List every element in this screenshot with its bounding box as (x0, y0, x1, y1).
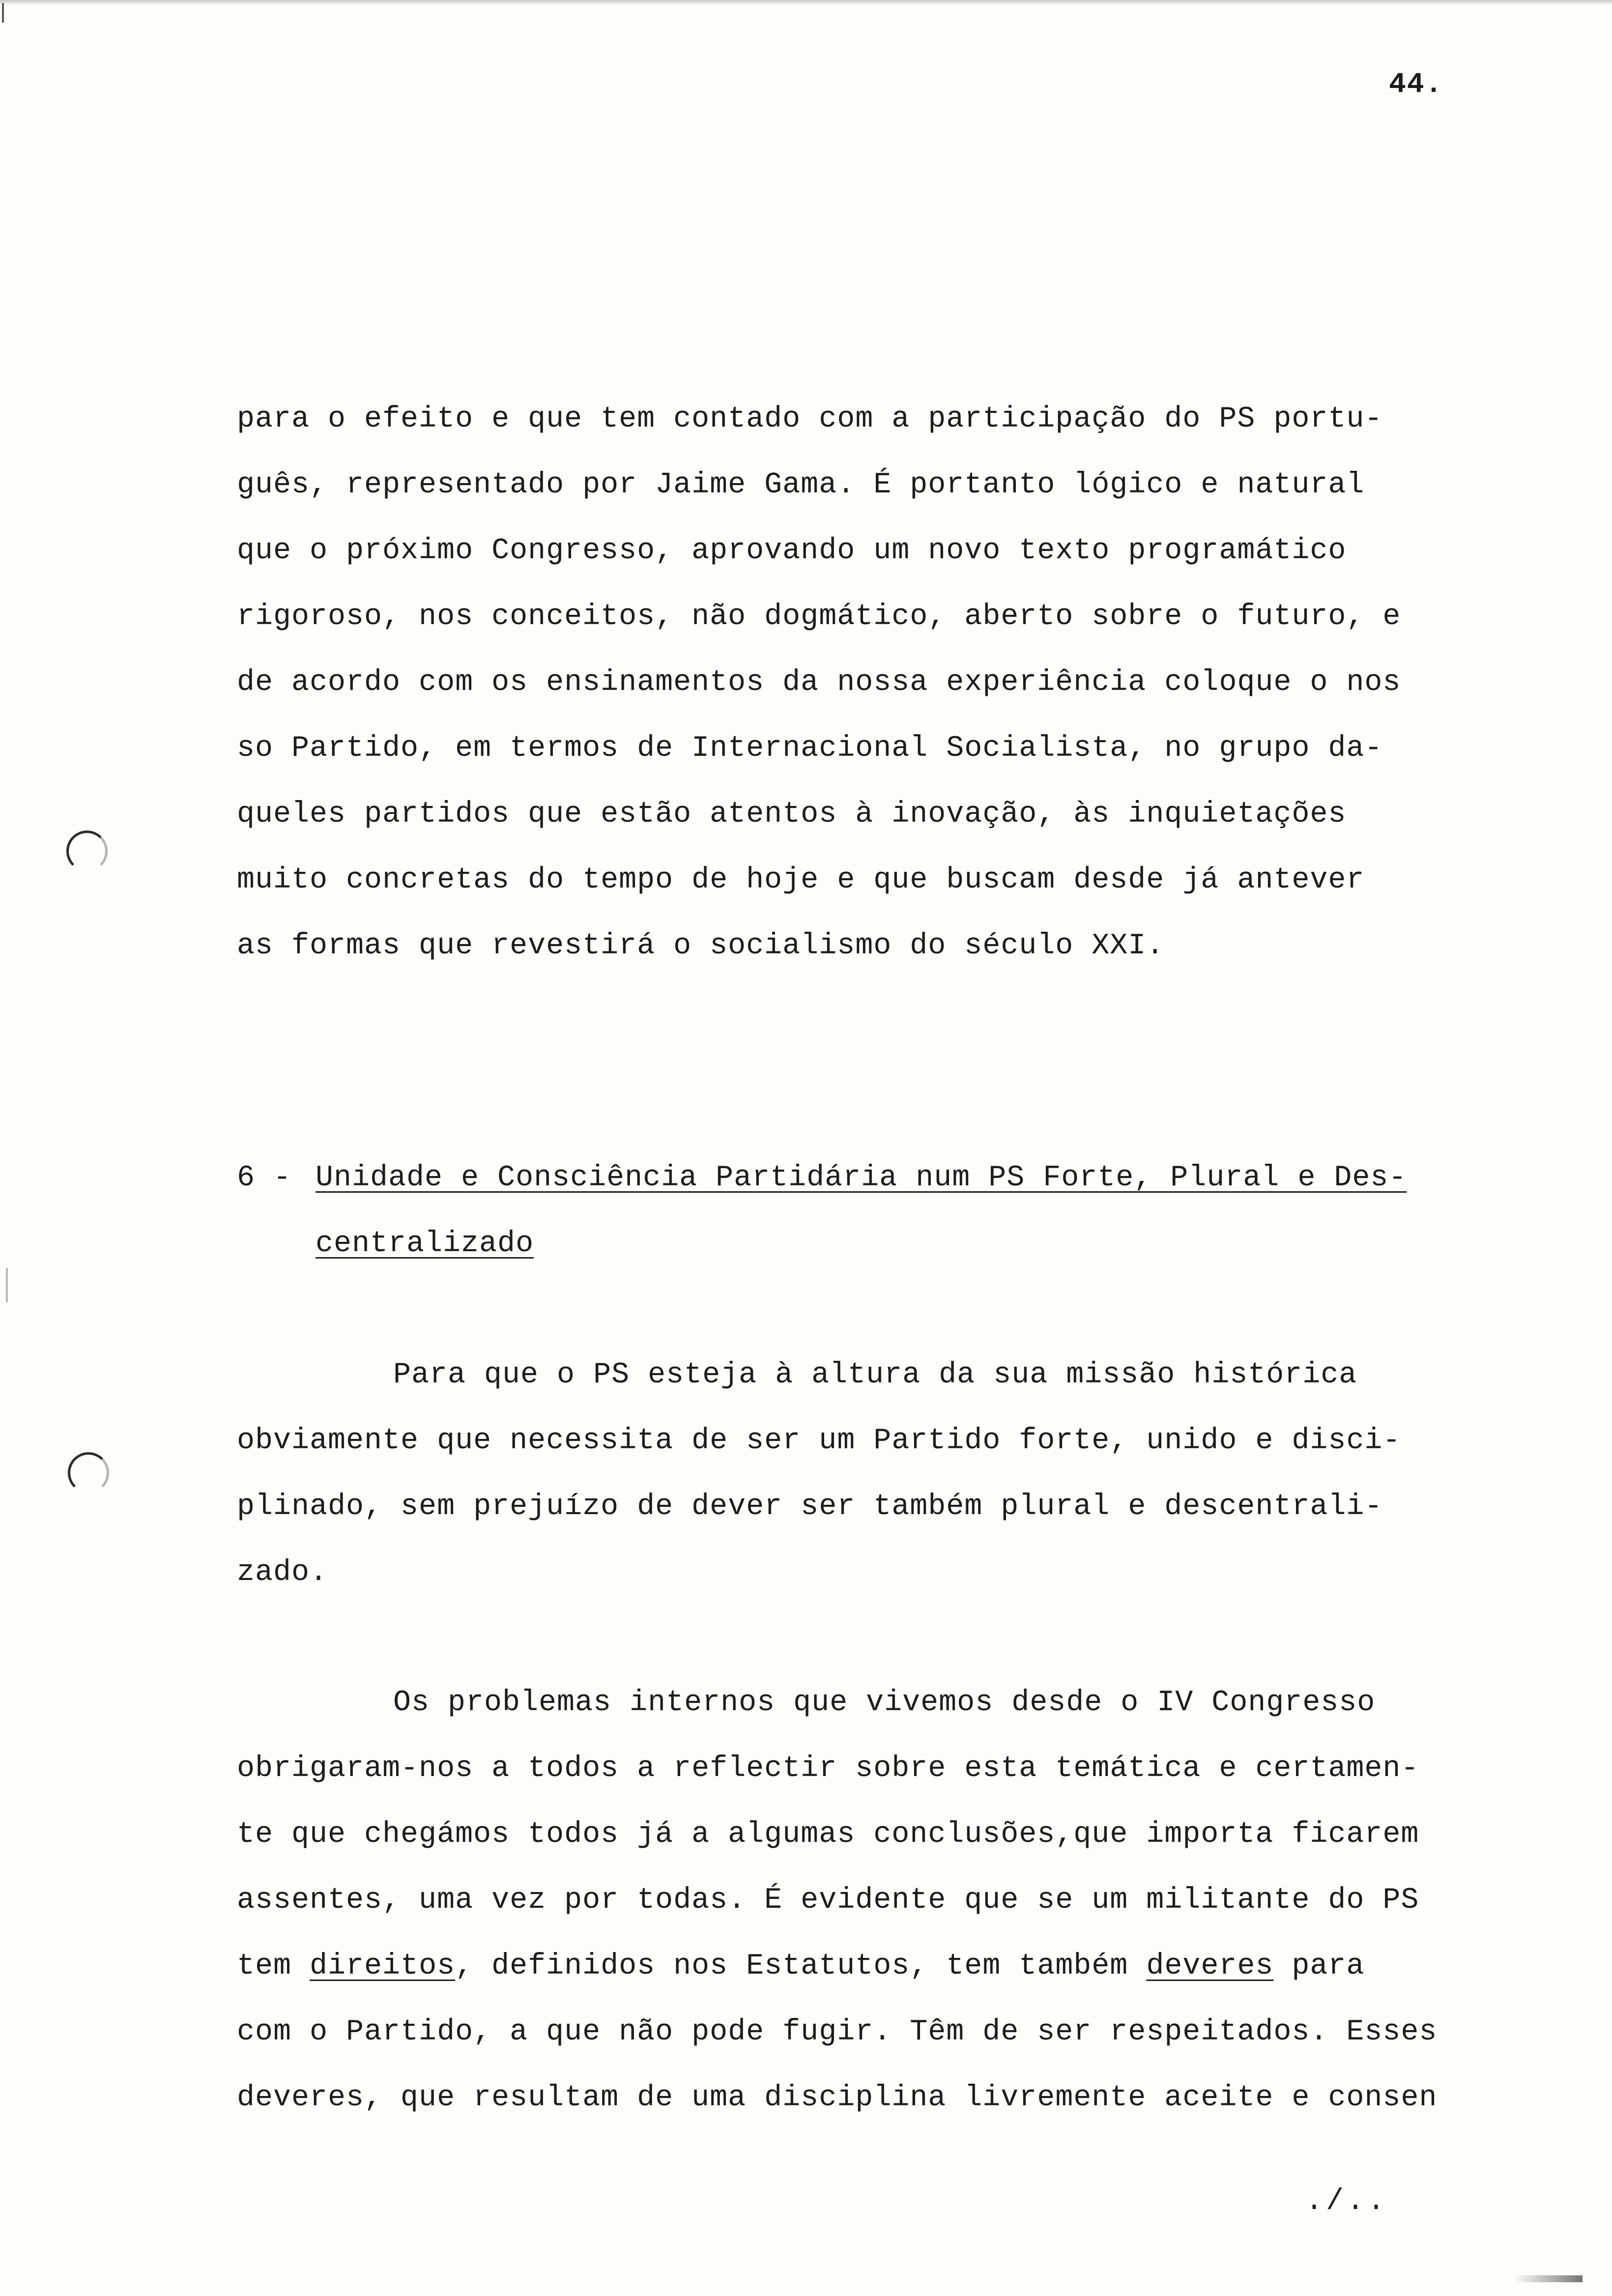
scan-top-edge (0, 0, 1612, 5)
text-line: obviamente que necessita de ser um Partido forte, unido e disci- (237, 1424, 1401, 1458)
underlined-word: direitos (310, 1950, 456, 1983)
text-line: de acordo com os ensinamentos da nossa experiência coloque o nos (237, 666, 1401, 699)
paragraph-1 (237, 386, 1515, 979)
continuation-mark: ./.. (1305, 2185, 1388, 2218)
page-number: 44. (1389, 69, 1443, 101)
text-line (237, 1933, 1515, 1999)
text-line: queles partidos que estão atentos à inovação, às inquietações (237, 798, 1347, 831)
text-line: zado. (237, 1556, 328, 1589)
section-heading (237, 1145, 1407, 1277)
text-line: muito concretas do tempo de hoje e que buscam desde já antever (237, 863, 1365, 897)
text-fragment: tem (237, 1950, 310, 1983)
section-number: 6 - (237, 1161, 292, 1195)
text-line: Para que o PS esteja à altura da sua missão histórica (393, 1358, 1357, 1392)
paragraph-3 (237, 1670, 1515, 2131)
text-line: que o próximo Congresso, aprovando um novo texto programático (237, 534, 1347, 568)
text-fragment: , definidos nos Estatutos, tem também (455, 1950, 1147, 1983)
scan-mark (2, 3, 4, 23)
text-fragment: para (1273, 1950, 1365, 1983)
underlined-word: deveres (1146, 1950, 1274, 1983)
text-line: obrigaram-nos a todos a reflectir sobre esta temática e certamen- (237, 1752, 1419, 1785)
section-title-line-1: Unidade e Consciência Partidária num PS Forte, Plural e Des- (316, 1161, 1407, 1195)
text-line: rigoroso, nos conceitos, não dogmático, aberto sobre o futuro, e (237, 600, 1401, 633)
scan-mark (6, 1268, 8, 1302)
text-line: te que chegámos todos já a algumas conclusões,que importa ficarem (237, 1818, 1419, 1851)
text-line: deveres, que resultam de uma disciplina livremente aceite e consen (237, 2081, 1438, 2115)
text-line: com o Partido, a que não pode fugir. Têm de ser respeitados. Esses (237, 2015, 1438, 2049)
punch-hole-icon (68, 1452, 109, 1493)
section-title-line-2: centralizado (316, 1227, 534, 1261)
paragraph-2 (237, 1342, 1515, 1606)
punch-hole-icon (66, 831, 108, 872)
text-line: plinado, sem prejuízo de dever ser também plural e descentrali- (237, 1490, 1383, 1523)
text-line: so Partido, em termos de Internacional Socialista, no grupo da- (237, 732, 1383, 765)
text-line: assentes, uma vez por todas. É evidente que se um militante do PS (237, 1884, 1419, 1917)
text-line: guês, representado por Jaime Gama. É portanto lógico e natural (237, 468, 1365, 502)
scan-mark (1514, 2275, 1583, 2282)
text-line: para o efeito e que tem contado com a participação do PS portu- (237, 402, 1383, 436)
text-line: as formas que revestirá o socialismo do século XXI. (237, 929, 1165, 963)
text-line: Os problemas internos que vivemos desde o IV Congresso (393, 1686, 1376, 1720)
